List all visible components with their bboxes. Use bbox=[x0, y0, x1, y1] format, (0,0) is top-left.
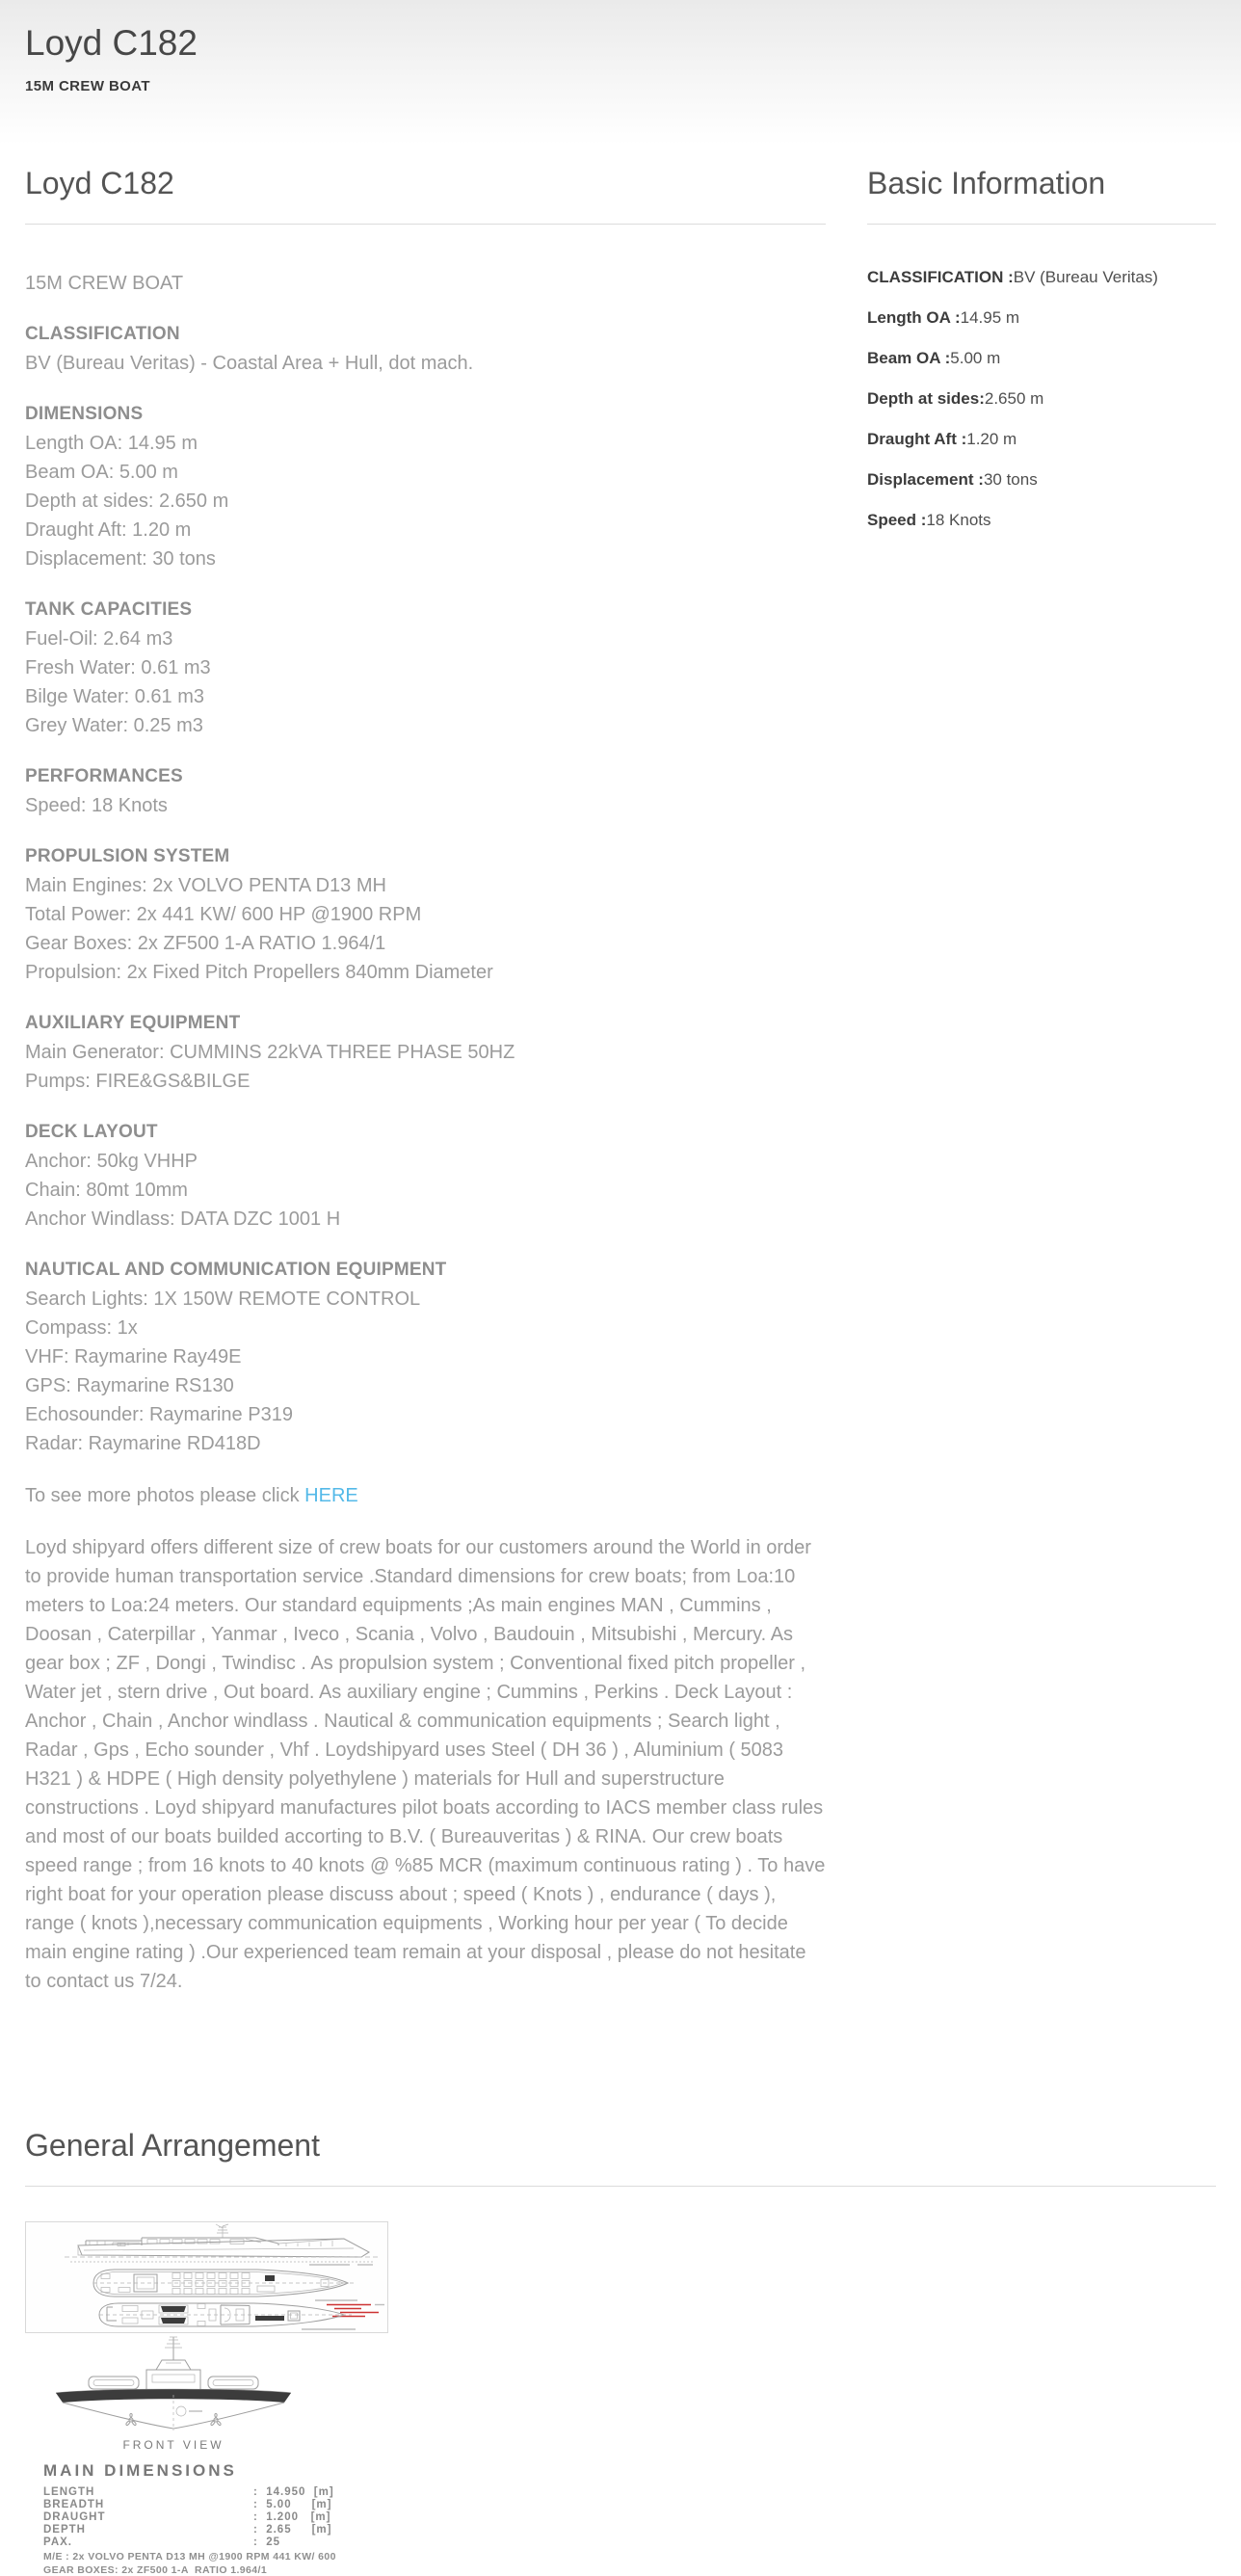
general-arrangement-drawing bbox=[25, 2221, 389, 2576]
main-heading: Loyd C182 bbox=[25, 166, 174, 200]
spec-line: Propulsion: 2x Fixed Pitch Propellers 840mm Diameter bbox=[25, 962, 493, 983]
sidebar-row-label: Speed : bbox=[867, 511, 927, 529]
spec-section-title: AUXILIARY EQUIPMENT bbox=[25, 1013, 241, 1033]
gearbox-line: GEAR BOXES: 2x ZF500 1-A RATIO 1.964/1 bbox=[43, 2564, 268, 2576]
drawing-views-box bbox=[25, 2221, 388, 2333]
main-dimensions-rows bbox=[43, 2486, 389, 2549]
page-subtitle: 15M CREW BOAT bbox=[25, 78, 150, 94]
dimension-row bbox=[43, 2499, 389, 2511]
spec-line: Grey Water: 0.25 m3 bbox=[25, 715, 203, 736]
sidebar-row-label: Length OA : bbox=[867, 308, 961, 327]
spec-section-title: TANK CAPACITIES bbox=[25, 599, 193, 620]
spec-sections bbox=[25, 320, 826, 1458]
sidebar-row-value: 2.650 m bbox=[984, 389, 1044, 408]
sidebar-row-value: 1.20 m bbox=[966, 430, 1017, 448]
intro-line: 15M CREW BOAT bbox=[25, 273, 184, 294]
page-title: Loyd C182 bbox=[25, 23, 198, 63]
spec-line: GPS: Raymarine RS130 bbox=[25, 1375, 234, 1396]
spec-line: Displacement: 30 tons bbox=[25, 548, 216, 570]
spec-line: BV (Bureau Veritas) - Coastal Area + Hull, dot mach. bbox=[25, 353, 474, 374]
spec-section-lines bbox=[25, 1038, 826, 1096]
spec-line: Depth at sides: 2.650 m bbox=[25, 491, 229, 512]
dimension-label: DEPTH bbox=[43, 2524, 86, 2536]
sidebar-row bbox=[867, 512, 1216, 528]
spec-section-lines bbox=[25, 871, 826, 987]
spec-line: Search Lights: 1X 150W REMOTE CONTROL bbox=[25, 1288, 421, 1310]
spec-section bbox=[25, 842, 826, 987]
dimension-row bbox=[43, 2524, 389, 2536]
sidebar-row-label: Draught Aft : bbox=[867, 430, 967, 448]
dimension-value: : 5.00 [m] bbox=[253, 2499, 332, 2510]
page-header bbox=[0, 0, 1241, 145]
spec-section bbox=[25, 1009, 826, 1096]
spec-line: Anchor Windlass: DATA DZC 1001 H bbox=[25, 1208, 341, 1230]
arrangement-heading: General Arrangement bbox=[25, 2128, 320, 2163]
dimension-label: PAX. bbox=[43, 2536, 72, 2548]
spec-line: Chain: 80mt 10mm bbox=[25, 1180, 188, 1201]
spec-line: Length OA: 14.95 m bbox=[25, 433, 198, 454]
spec-line: Pumps: FIRE&GS&BILGE bbox=[25, 1071, 251, 1092]
spec-section-title: PERFORMANCES bbox=[25, 766, 183, 786]
spec-line: VHF: Raymarine Ray49E bbox=[25, 1346, 242, 1368]
spec-line: Echosounder: Raymarine P319 bbox=[25, 1404, 293, 1425]
spec-section-lines bbox=[25, 429, 826, 573]
dimension-value: : 2.65 [m] bbox=[253, 2524, 332, 2536]
dimension-value: : 14.950 [m] bbox=[253, 2486, 334, 2498]
sidebar-basic-information bbox=[867, 145, 1216, 1996]
photos-line-text: To see more photos please click bbox=[25, 1485, 305, 1506]
dimension-row bbox=[43, 2536, 389, 2549]
dimension-value: : 1.200 [m] bbox=[253, 2511, 331, 2523]
sidebar-row bbox=[867, 350, 1216, 366]
spec-section-title: PROPULSION SYSTEM bbox=[25, 846, 230, 866]
dimension-row bbox=[43, 2511, 389, 2524]
photos-here-link[interactable]: HERE bbox=[304, 1485, 358, 1506]
spec-line: Total Power: 2x 441 KW/ 600 HP @1900 RPM bbox=[25, 904, 422, 925]
spec-section bbox=[25, 400, 826, 573]
sidebar-row-value: 30 tons bbox=[983, 470, 1038, 489]
sidebar-heading: Basic Information bbox=[867, 166, 1106, 200]
divider bbox=[867, 224, 1216, 225]
spec-section-lines bbox=[25, 624, 826, 740]
spec-line: Main Generator: CUMMINS 22kVA THREE PHASE 50HZ bbox=[25, 1042, 515, 1063]
general-arrangement-section bbox=[0, 2126, 1241, 2576]
sidebar-rows bbox=[867, 269, 1216, 528]
sidebar-row bbox=[867, 431, 1216, 447]
front-view-block bbox=[39, 2335, 308, 2452]
sidebar-row-label: Depth at sides: bbox=[867, 389, 985, 408]
front-view-label: FRONT VIEW bbox=[122, 2438, 224, 2452]
main-dimensions-title: MAIN DIMENSIONS bbox=[43, 2461, 237, 2480]
spec-line: Fuel-Oil: 2.64 m3 bbox=[25, 628, 173, 650]
divider bbox=[25, 2186, 1216, 2187]
sidebar-row-label: Beam OA : bbox=[867, 349, 951, 367]
spec-line: Bilge Water: 0.61 m3 bbox=[25, 686, 205, 707]
main-column bbox=[25, 145, 826, 1996]
shipyard-description: Loyd shipyard offers different size of crew boats for our customers around the World in order to provide human transportation service .Standard dimensions for crew boats; from Loa:10 meters to Loa:24 meters. Our standard equipments ;As main engines MAN , Cummins , Doosan , Caterpillar , Yanmar , Iveco , Scania , Volvo , Baudouin , Mitsubishi , Mercury. As gear box ; ZF , Dongi , Twindisc . As propulsion system ; Conventional fixed pitch propeller , Water jet , stern drive , Out board. As auxiliary engine ; Cummins , Perkins . Deck Layout : Anchor , Chain , Anchor windlass . Nautical & communication equipments ; Search light , Radar , Gps , Echo sounder , Vhf . Loydshipyard uses Steel ( DH 36 ) , Aluminium ( 5083 H321 ) & HDPE ( High density polyethylene ) materials for Hull and superstructure constructions . Loyd shipyard manufactures pilot boats according to IACS member class rules and most of our boats builded accorting to B.V. ( Bureauveritas ) & RINA. Our crew boats speed range ; from 16 knots to 40 knots @ %85 MCR (maximum continuous rating ) . To have right boat for your operation please discuss about ; speed ( Knots ) , endurance ( days ), range ( knots ),necessary communication equipments , Working hour per year ( To decide main engine rating ) .Our experienced team remain at your disposal , please do not hesitate to contact us 7/24. bbox=[25, 1537, 826, 1992]
main-dimensions-block bbox=[43, 2461, 389, 2576]
sidebar-row-value: BV (Bureau Veritas) bbox=[1013, 268, 1158, 286]
spec-section-title: NAUTICAL AND COMMUNICATION EQUIPMENT bbox=[25, 1260, 447, 1280]
spec-line: Fresh Water: 0.61 m3 bbox=[25, 657, 211, 678]
front-view-drawing bbox=[39, 2335, 308, 2431]
spec-section bbox=[25, 762, 826, 820]
divider bbox=[25, 224, 826, 225]
spec-section-lines bbox=[25, 1147, 826, 1234]
dimension-value: : 25 bbox=[253, 2536, 281, 2548]
spec-line: Gear Boxes: 2x ZF500 1-A RATIO 1.964/1 bbox=[25, 933, 386, 954]
spec-line: Radar: Raymarine RD418D bbox=[25, 1433, 261, 1454]
spec-section-title: CLASSIFICATION bbox=[25, 324, 180, 344]
engine-line: M/E : 2x VOLVO PENTA D13 MH @1900 RPM 441 KW/ 600 bbox=[43, 2551, 336, 2563]
spec-line: Main Engines: 2x VOLVO PENTA D13 MH bbox=[25, 875, 386, 896]
photos-line bbox=[25, 1481, 826, 1510]
dimension-label: BREADTH bbox=[43, 2499, 105, 2510]
dimension-label: DRAUGHT bbox=[43, 2511, 106, 2523]
spec-section bbox=[25, 1118, 826, 1234]
sidebar-row bbox=[867, 390, 1216, 407]
spec-line: Anchor: 50kg VHHP bbox=[25, 1151, 198, 1172]
sidebar-row-label: CLASSIFICATION : bbox=[867, 268, 1014, 286]
spec-section bbox=[25, 320, 826, 378]
boat-views-drawing bbox=[26, 2222, 387, 2332]
spec-section bbox=[25, 596, 826, 740]
dimension-label: LENGTH bbox=[43, 2486, 95, 2498]
sidebar-row-label: Displacement : bbox=[867, 470, 984, 489]
spec-line: Beam OA: 5.00 m bbox=[25, 462, 178, 483]
spec-line: Draught Aft: 1.20 m bbox=[25, 519, 192, 541]
sidebar-row bbox=[867, 309, 1216, 326]
sidebar-row-value: 18 Knots bbox=[926, 511, 991, 529]
sidebar-row bbox=[867, 471, 1216, 488]
spec-line: Speed: 18 Knots bbox=[25, 795, 168, 816]
sidebar-row-value: 14.95 m bbox=[960, 308, 1020, 327]
dimension-row bbox=[43, 2486, 389, 2499]
content-columns bbox=[0, 145, 1241, 1996]
spec-line: Compass: 1x bbox=[25, 1317, 138, 1339]
spec-section-title: DECK LAYOUT bbox=[25, 1122, 158, 1142]
sidebar-row bbox=[867, 269, 1216, 285]
spec-section-lines bbox=[25, 1285, 826, 1458]
spec-section-lines bbox=[25, 349, 826, 378]
spec-section bbox=[25, 1256, 826, 1458]
spec-section-lines bbox=[25, 791, 826, 820]
spec-section-title: DIMENSIONS bbox=[25, 404, 144, 424]
sidebar-row-value: 5.00 m bbox=[950, 349, 1001, 367]
